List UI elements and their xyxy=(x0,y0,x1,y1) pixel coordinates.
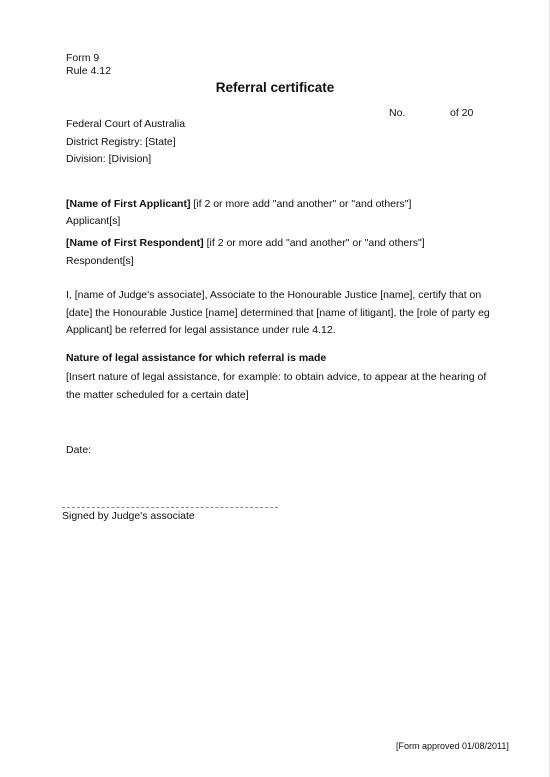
division: Division: [Division] xyxy=(66,153,152,165)
file-year-label: of 20 xyxy=(450,107,474,119)
respondent-note: [if 2 or more add "and another" or "and others"] xyxy=(203,237,425,249)
document-title: Referral certificate xyxy=(215,80,335,95)
respondent-role: Respondent[s] xyxy=(66,255,134,267)
nature-heading: Nature of legal assistance for which referral is made xyxy=(66,352,327,364)
form-number: Form 9 xyxy=(66,52,100,64)
applicant-role: Applicant[s] xyxy=(66,215,121,227)
applicant-name: [Name of First Applicant] xyxy=(66,198,191,210)
form-approved-footer: [Form approved 01/08/2011] xyxy=(396,741,509,751)
respondent-name: [Name of First Respondent] xyxy=(66,237,204,249)
file-number-label: No. xyxy=(389,107,406,119)
applicant-note: [if 2 or more add "and another" or "and others"] xyxy=(190,198,412,210)
signature-label: Signed by Judge's associate xyxy=(62,510,195,522)
court-name: Federal Court of Australia xyxy=(66,118,186,130)
form-rule: Rule 4.12 xyxy=(66,65,111,77)
applicant-line xyxy=(66,198,411,211)
respondent-line xyxy=(66,237,425,250)
date-label: Date: xyxy=(66,444,92,456)
nature-text: [Insert nature of legal assistance, for example: to obtain advice, to appear at the hearing of the matter scheduled for a certain date] xyxy=(66,371,487,401)
certificate-text: I, [name of Judge's associate], Associate to the Honourable Justice [name], certify that on [date] the Honourable Justice [name] determined that [name of litigant], the [role of party eg Applicant] be referred for legal assistance under rule 4.12. xyxy=(66,289,490,336)
signature-line xyxy=(62,507,278,508)
district-registry: District Registry: [State] xyxy=(66,136,176,148)
